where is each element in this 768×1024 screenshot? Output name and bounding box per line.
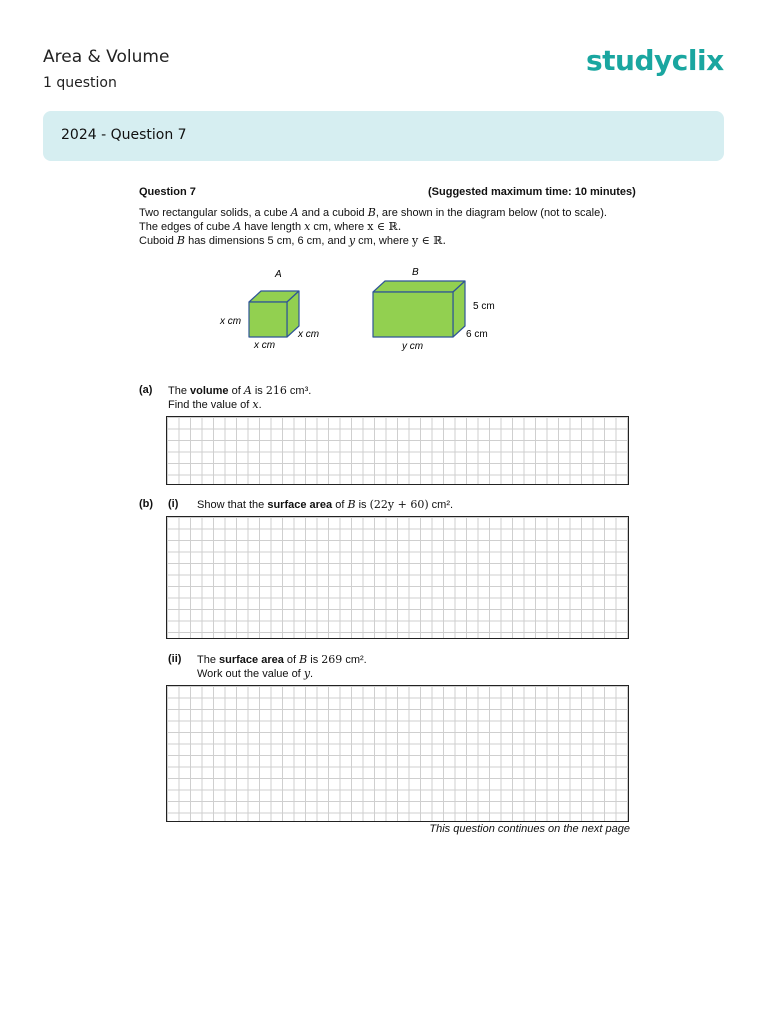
question-bar-label: 2024 - Question 7 — [61, 127, 187, 143]
question-title: Question 7 — [139, 186, 196, 198]
cuboid-length-label: y cm — [402, 341, 424, 352]
part-b-label: (b) — [139, 498, 154, 510]
studyclix-logo[interactable]: studyclix — [586, 44, 724, 77]
topic-title: Area & Volume — [43, 47, 170, 67]
cuboid-height-label: 5 cm — [473, 301, 495, 312]
continues-note: This question continues on the next page — [429, 823, 630, 835]
cuboid-depth-label: 6 cm — [466, 329, 488, 340]
part-b-ii-line-1: The surface area of B is 269 cm². — [197, 653, 367, 666]
part-a-label: (a) — [139, 384, 153, 396]
cube-depth-label: x cm — [298, 329, 320, 340]
intro-line-3: Cuboid B has dimensions 5 cm, 6 cm, and y cm, where y ∈ ℝ. — [139, 234, 446, 247]
cube-left-label: x cm — [220, 316, 242, 327]
answer-grid-b-ii[interactable] — [166, 685, 629, 822]
answer-grid-b-i[interactable] — [166, 516, 629, 639]
part-a-line-2: Find the value of x. — [168, 398, 262, 411]
part-b-ii-label: (ii) — [168, 653, 182, 665]
solids-diagram — [210, 260, 510, 360]
part-b-i-label: (i) — [168, 498, 179, 510]
question-count: 1 question — [43, 75, 117, 91]
intro-line-1: Two rectangular solids, a cube A and a cuboid B, are shown in the diagram below (not to scale). — [139, 206, 607, 219]
answer-grid-a[interactable] — [166, 416, 629, 485]
part-a-line-1: The volume of A is 216 cm³. — [168, 384, 312, 397]
suggested-time: (Suggested maximum time: 10 minutes) — [428, 186, 636, 198]
cube-a — [249, 291, 299, 337]
part-b-i-text: Show that the surface area of B is (22y + 60) cm². — [197, 498, 454, 511]
cuboid-b — [373, 281, 465, 337]
part-b-ii-line-2: Work out the value of y. — [197, 667, 314, 680]
intro-line-2: The edges of cube A have length x cm, where x ∈ ℝ. — [139, 220, 402, 233]
cuboid-label: B — [412, 267, 419, 278]
cube-front-label: x cm — [254, 340, 276, 351]
cube-label: A — [275, 269, 282, 280]
